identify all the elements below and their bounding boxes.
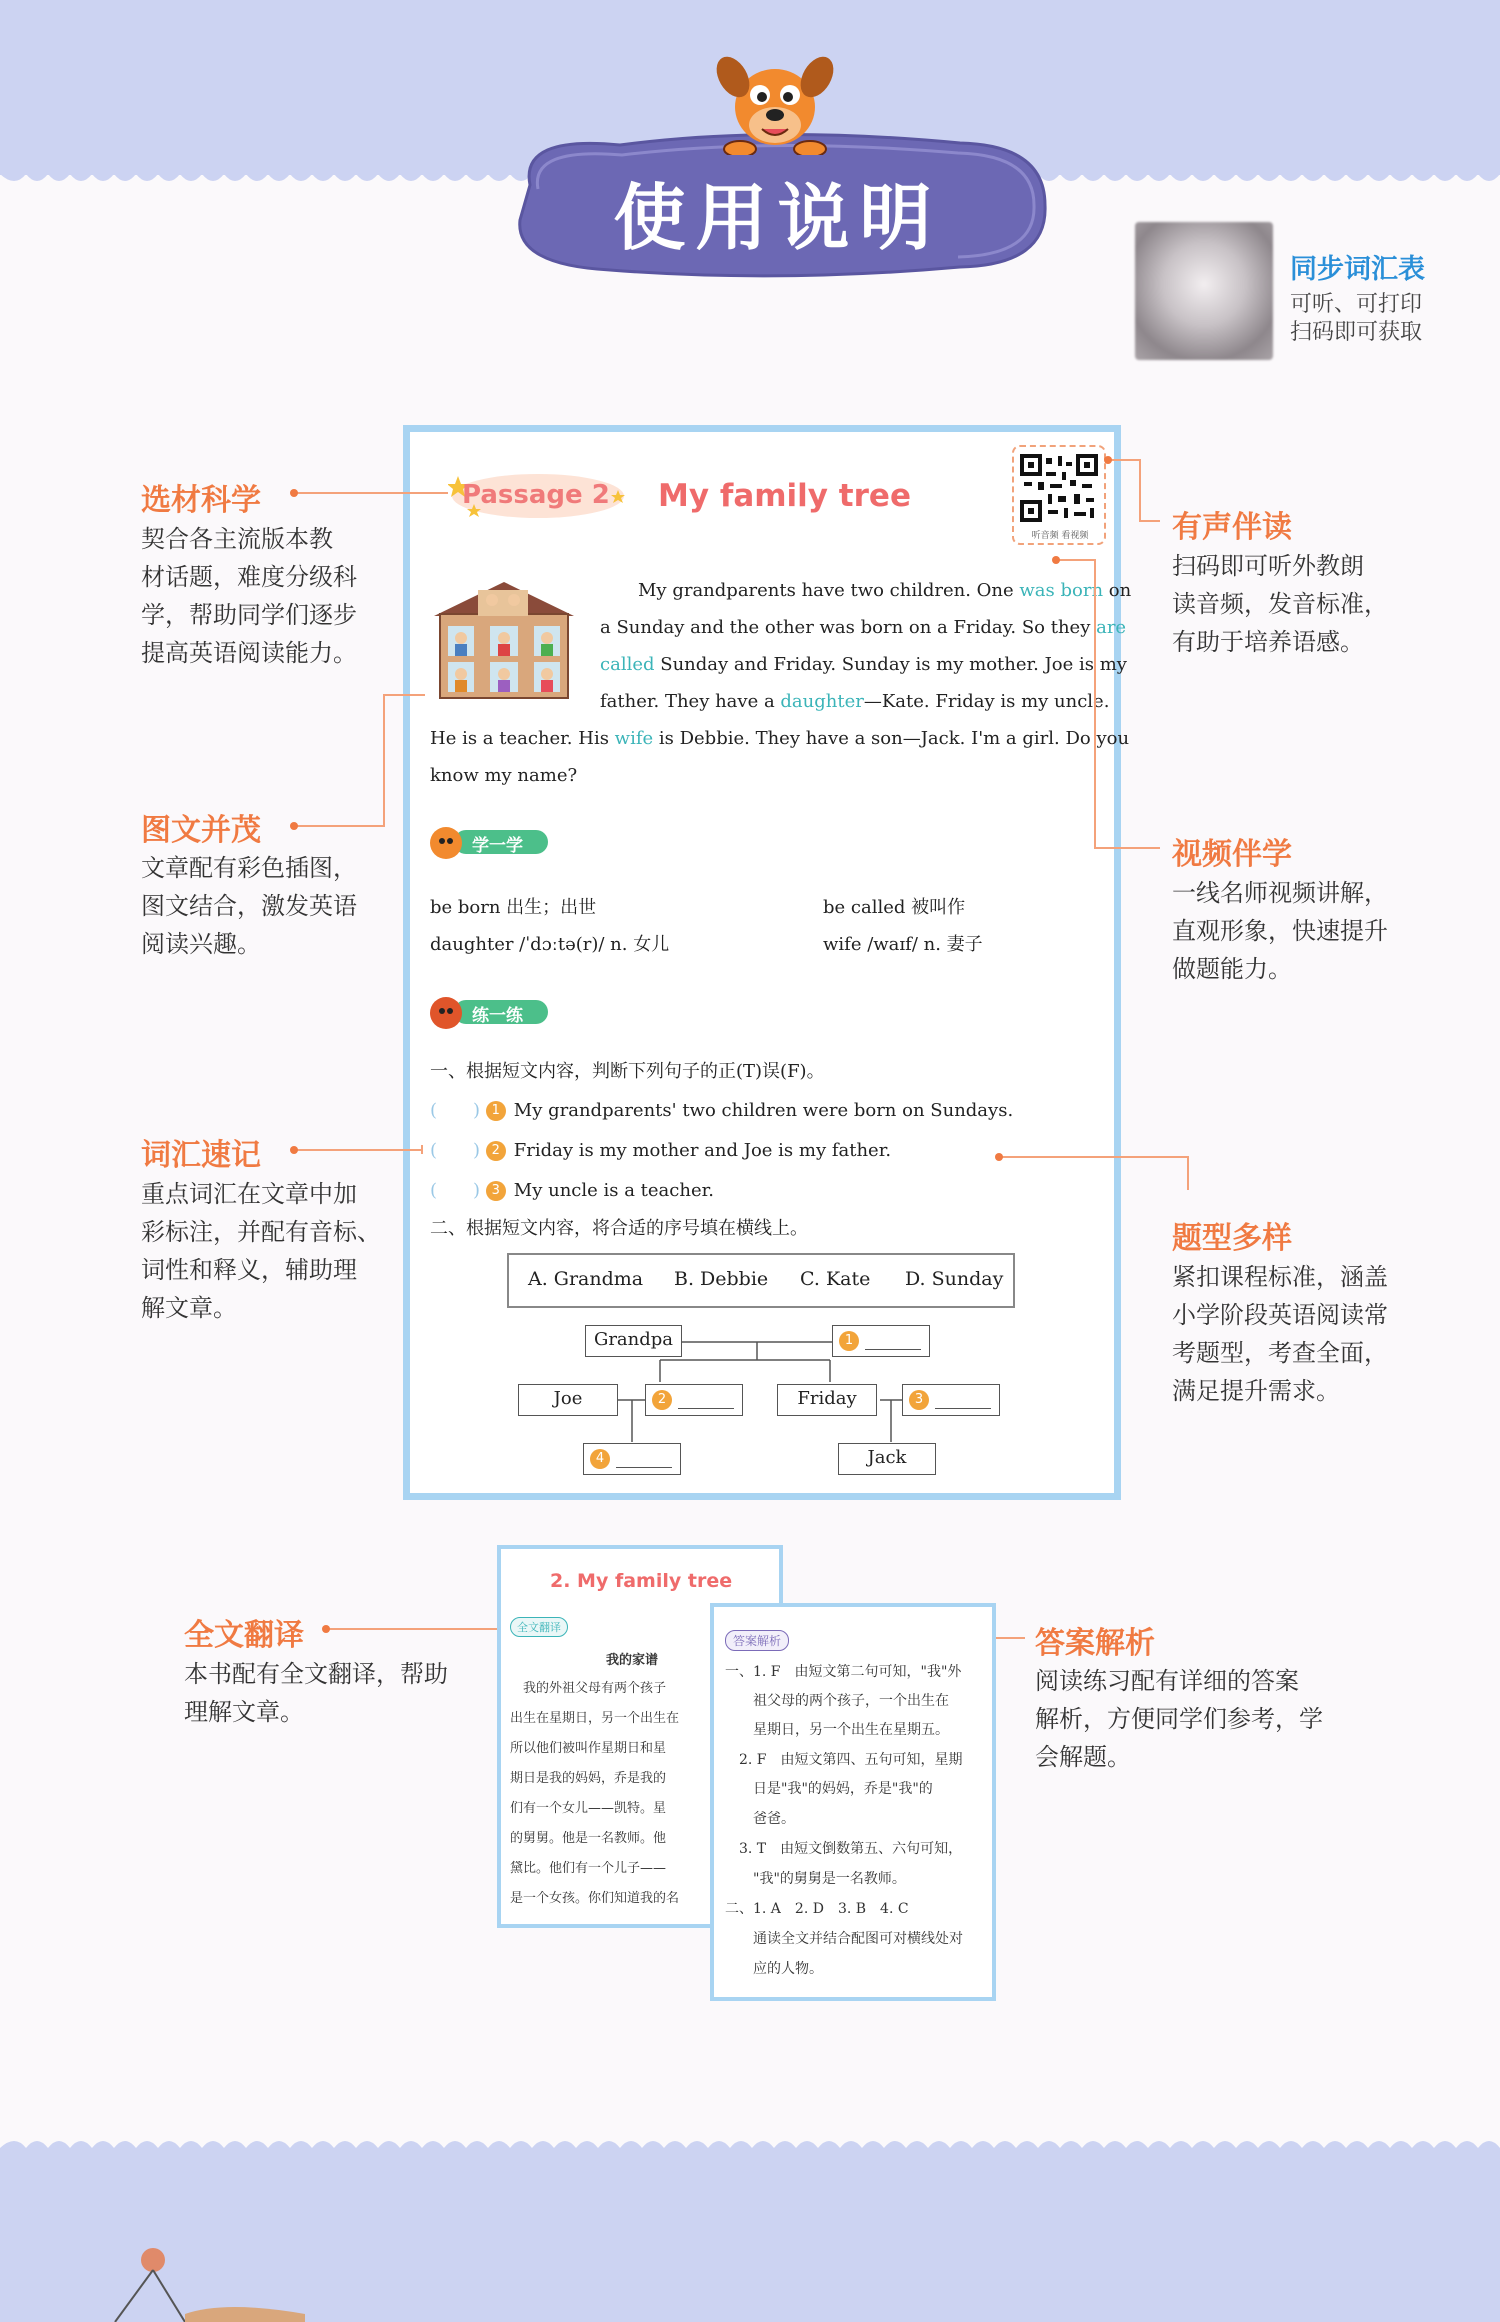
bottom-decoration: [105, 2230, 325, 2322]
answer-line: 一、1. F 由短文第二句可知，"我"外: [725, 1664, 962, 1680]
callout-dot: [322, 1625, 330, 1633]
feature-title-audio: 有声伴读: [1172, 510, 1292, 545]
story-line-1: My grandparents have two children. One was born on: [638, 580, 1132, 601]
question-item: ( ) 3 My uncle is a teacher.: [430, 1180, 714, 1201]
feature-desc-video: 一线名师视频讲解， 直观形象，快速提升 做题能力。: [1172, 879, 1388, 983]
tree-jack: Jack: [838, 1443, 936, 1475]
practice-badge-label: 练一练: [472, 1006, 523, 1026]
translation-line: 出生在星期日，另一个出生在: [510, 1711, 680, 1726]
callout-dot: [290, 822, 298, 830]
answer-line: 祖父母的两个孩子，一个出生在: [725, 1693, 949, 1709]
answer-line: 二、1. A 2. D 3. B 4. C: [725, 1901, 909, 1917]
feature-desc-audio: 扫码即可听外教朗 读音频，发音标准， 有助于培养语感。: [1172, 552, 1388, 656]
vocab-item: be born 出生；出世: [430, 897, 597, 918]
feature-desc-question-types: 紧扣课程标准，涵盖 小学阶段英语阅读常 考题型，考查全面， 满足提升需求。: [1172, 1263, 1388, 1405]
vocab-note-1: 可听、可打印: [1290, 292, 1423, 317]
tree-joe: Joe: [518, 1384, 618, 1416]
answer-line: 日是"我"的妈妈，乔是"我"的: [725, 1781, 933, 1797]
vocab-item: daughter /ˈdɔːtə(r)/ n. 女儿: [430, 934, 670, 955]
translation-line: 黛比。他们有一个儿子——: [510, 1861, 667, 1876]
story-line-3: called Sunday and Friday. Sunday is my mother. Joe is my: [600, 654, 1127, 675]
answer-line: 爸爸。: [725, 1811, 795, 1827]
story-line-2: a Sunday and the other was born on a Friday. So they are: [600, 617, 1127, 638]
callout-dot: [290, 489, 298, 497]
tree-blank: 2: [645, 1384, 743, 1416]
story-line-6: know my name?: [430, 765, 578, 786]
feature-desc-vocab: 重点词汇在文章中加 彩标注，并配有音标、 词性和释义，辅助理 解文章。: [141, 1180, 381, 1322]
bottom-scallop-edge: [0, 2132, 1500, 2162]
callout-dot: [1104, 456, 1112, 464]
tree-blank: 1: [832, 1325, 930, 1357]
feature-desc-translation: 本书配有全文翻译，帮助 理解文章。: [184, 1660, 448, 1726]
feature-desc-material: 契合各主流版本教 材话题，难度分级科 学，帮助同学们逐步 提高英语阅读能力。: [141, 525, 357, 667]
vocab-qr-code[interactable]: [1135, 222, 1273, 360]
part2-instruction: 二、根据短文内容，将合适的序号填在横线上。: [430, 1218, 808, 1239]
tree-blank: 3: [902, 1384, 1000, 1416]
family-house-illustration: [428, 578, 580, 700]
translation-line: 所以他们被叫作星期日和星: [510, 1741, 667, 1756]
translation-line: 的舅舅。他是一名教师。他: [510, 1831, 667, 1846]
page-title: 使用说明: [613, 176, 942, 260]
passage-title: My family tree: [658, 478, 911, 514]
audio-qr-code[interactable]: [1018, 452, 1100, 524]
part1-instruction: 一、根据短文内容，判断下列句子的正(T)误(F)。: [430, 1061, 825, 1082]
vocab-item: wife /waɪf/ n. 妻子: [823, 934, 983, 955]
option-item: C. Kate: [800, 1268, 871, 1290]
option-item: B. Debbie: [674, 1268, 769, 1290]
answers-badge: 答案解析: [725, 1630, 789, 1651]
translation-line: 们有一个女儿——凯特。星: [510, 1801, 667, 1816]
feature-title-translation: 全文翻译: [184, 1618, 304, 1653]
dog-mascot-icon: [700, 45, 850, 155]
vocab-item: be called 被叫作: [823, 897, 966, 918]
feature-title-material: 选材科学: [141, 483, 261, 518]
translation-heading: 我的家谱: [606, 1653, 659, 1668]
translation-badge: 全文翻译: [510, 1617, 568, 1637]
callout-dot: [1052, 556, 1060, 564]
feature-desc-illustration: 文章配有彩色插图， 图文结合，激发英语 阅读兴趣。: [141, 854, 357, 958]
tree-grandpa: Grandpa: [585, 1325, 682, 1357]
answer-line: 通读全文并结合配图可对横线处对: [725, 1931, 963, 1947]
tree-blank: 4: [583, 1443, 681, 1475]
translation-line: 我的外祖父母有两个孩子: [510, 1681, 667, 1696]
question-item: ( ) 1 My grandparents' two children were born on Sundays.: [430, 1100, 1014, 1121]
story-line-4: father. They have a daughter—Kate. Friday is my uncle.: [600, 691, 1110, 712]
translation-line: 是一个女孩。你们知道我的名: [510, 1891, 680, 1906]
story-line-5: He is a teacher. His wife is Debbie. They have a son—Jack. I'm a girl. Do you: [430, 728, 1130, 749]
translation-line: 期日是我的妈妈，乔是我的: [510, 1771, 667, 1786]
audio-qr-caption: 听音频 看视频: [1031, 531, 1089, 541]
translation-title: 2. My family tree: [550, 1570, 733, 1592]
question-item: ( ) 2 Friday is my mother and Joe is my father.: [430, 1140, 892, 1161]
feature-title-answers: 答案解析: [1035, 1626, 1155, 1661]
callout-dot: [290, 1146, 298, 1154]
answer-line: 3. T 由短文倒数第五、六句可知，: [725, 1841, 963, 1857]
feature-title-vocab: 词汇速记: [141, 1138, 261, 1173]
answer-line: 2. F 由短文第四、五句可知，星期: [725, 1752, 963, 1768]
feature-desc-answers: 阅读练习配有详细的答案 解析，方便同学们参考，学 会解题。: [1035, 1667, 1323, 1771]
passage-label: Passage 2: [462, 480, 610, 510]
option-item: A. Grandma: [528, 1268, 644, 1290]
callout-dot: [995, 1153, 1003, 1161]
feature-title-question-types: 题型多样: [1172, 1221, 1292, 1256]
answer-line: 星期日，另一个出生在星期五。: [725, 1722, 949, 1738]
feature-title-illustration: 图文并茂: [141, 813, 261, 848]
answer-line: "我"的舅舅是一名教师。: [725, 1871, 906, 1887]
feature-title-video: 视频伴学: [1172, 837, 1292, 872]
learn-badge-label: 学一学: [472, 836, 523, 856]
tree-friday: Friday: [777, 1384, 877, 1416]
answer-line: 应的人物。: [725, 1961, 823, 1977]
option-item: D. Sunday: [905, 1268, 1004, 1290]
vocab-note-2: 扫码即可获取: [1290, 320, 1423, 345]
vocab-title: 同步词汇表: [1290, 254, 1425, 285]
